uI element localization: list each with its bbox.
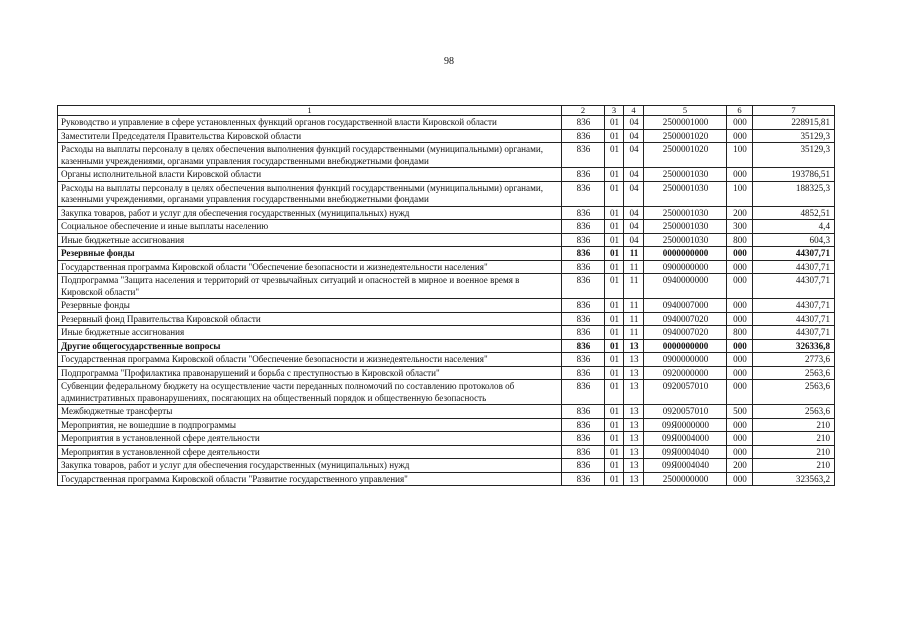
cell-section: 01	[605, 206, 624, 220]
cell-expense-type: 300	[727, 220, 753, 234]
cell-ministry-code: 836	[562, 116, 605, 130]
cell-expense-type: 000	[727, 247, 753, 261]
cell-section: 01	[605, 366, 624, 380]
cell-amount: 228915,81	[753, 116, 835, 130]
cell-subsection: 04	[624, 143, 644, 168]
cell-section: 01	[605, 220, 624, 234]
cell-section: 01	[605, 233, 624, 247]
row-name: Субвенции федеральному бюджету на осуществление части переданных полномочий по составлению протоколов об административных правонарушениях, посягающих на общественный порядок и общественную безопасность	[58, 380, 562, 405]
cell-amount: 2563,6	[753, 405, 835, 419]
cell-target-code: 2500001030	[644, 220, 727, 234]
table-row	[58, 233, 835, 247]
cell-ministry-code: 836	[562, 445, 605, 459]
cell-expense-type: 000	[727, 418, 753, 432]
cell-target-code: 0000000000	[644, 247, 727, 261]
cell-amount: 210	[753, 459, 835, 473]
cell-subsection: 04	[624, 129, 644, 143]
cell-target-code: 2500001030	[644, 206, 727, 220]
cell-section: 01	[605, 312, 624, 326]
cell-amount: 44307,71	[753, 247, 835, 261]
cell-expense-type: 000	[727, 260, 753, 274]
cell-ministry-code: 836	[562, 247, 605, 261]
cell-expense-type: 000	[727, 339, 753, 353]
row-name: Мероприятия в установленной сфере деятельности	[58, 445, 562, 459]
row-name: Государственная программа Кировской области "Обеспечение безопасности и жизнедеятельности населения"	[58, 260, 562, 274]
table-row	[58, 405, 835, 419]
cell-expense-type: 000	[727, 432, 753, 446]
cell-target-code: 09Я0004000	[644, 432, 727, 446]
column-header: 3	[605, 106, 624, 116]
cell-ministry-code: 836	[562, 233, 605, 247]
table-row	[58, 339, 835, 353]
cell-section: 01	[605, 326, 624, 340]
cell-subsection: 13	[624, 353, 644, 367]
cell-subsection: 11	[624, 274, 644, 299]
cell-target-code: 0940007020	[644, 312, 727, 326]
table-row	[58, 353, 835, 367]
cell-target-code: 09Я0000000	[644, 418, 727, 432]
cell-section: 01	[605, 432, 624, 446]
cell-section: 01	[605, 260, 624, 274]
row-name: Мероприятия, не вошедшие в подпрограммы	[58, 418, 562, 432]
cell-amount: 2563,6	[753, 366, 835, 380]
table-row	[58, 274, 835, 299]
cell-target-code: 0900000000	[644, 353, 727, 367]
page-number: 98	[444, 56, 454, 67]
table-row	[58, 312, 835, 326]
cell-expense-type: 000	[727, 299, 753, 313]
cell-subsection: 04	[624, 168, 644, 182]
cell-target-code: 0940000000	[644, 274, 727, 299]
cell-ministry-code: 836	[562, 129, 605, 143]
cell-subsection: 13	[624, 339, 644, 353]
table-row	[58, 260, 835, 274]
row-name: Межбюджетные трансферты	[58, 405, 562, 419]
cell-subsection: 04	[624, 220, 644, 234]
cell-amount: 326336,8	[753, 339, 835, 353]
cell-amount: 4,4	[753, 220, 835, 234]
table-row	[58, 116, 835, 130]
cell-target-code: 0940007000	[644, 299, 727, 313]
row-name: Иные бюджетные ассигнования	[58, 326, 562, 340]
column-header: 6	[727, 106, 753, 116]
cell-target-code: 0900000000	[644, 260, 727, 274]
table-row	[58, 206, 835, 220]
row-name: Расходы на выплаты персоналу в целях обеспечения выполнения функций государственными (муниципальными) органами, казенными учреждениями, органами управления государственными внебюджетными фондами	[58, 181, 562, 206]
table-row	[58, 366, 835, 380]
cell-ministry-code: 836	[562, 418, 605, 432]
cell-ministry-code: 836	[562, 168, 605, 182]
cell-target-code: 0920057010	[644, 380, 727, 405]
table-row	[58, 129, 835, 143]
cell-target-code: 2500001020	[644, 129, 727, 143]
table-row	[58, 143, 835, 168]
row-name: Подпрограмма "Профилактика правонарушений и борьба с преступностью в Кировской области"	[58, 366, 562, 380]
cell-expense-type: 000	[727, 168, 753, 182]
cell-subsection: 11	[624, 312, 644, 326]
cell-section: 01	[605, 380, 624, 405]
row-name: Резервные фонды	[58, 299, 562, 313]
column-header: 7	[753, 106, 835, 116]
table-row	[58, 220, 835, 234]
cell-subsection: 04	[624, 181, 644, 206]
cell-expense-type: 100	[727, 143, 753, 168]
cell-subsection: 11	[624, 247, 644, 261]
cell-amount: 193786,51	[753, 168, 835, 182]
cell-target-code: 2500001030	[644, 168, 727, 182]
cell-subsection: 13	[624, 366, 644, 380]
cell-amount: 188325,3	[753, 181, 835, 206]
row-name: Резервные фонды	[58, 247, 562, 261]
column-header: 5	[644, 106, 727, 116]
cell-ministry-code: 836	[562, 206, 605, 220]
cell-ministry-code: 836	[562, 432, 605, 446]
cell-target-code: 2500000000	[644, 472, 727, 486]
cell-ministry-code: 836	[562, 220, 605, 234]
cell-target-code: 2500001030	[644, 181, 727, 206]
cell-ministry-code: 836	[562, 353, 605, 367]
cell-expense-type: 200	[727, 206, 753, 220]
cell-section: 01	[605, 247, 624, 261]
cell-amount: 2563,6	[753, 380, 835, 405]
cell-amount: 35129,3	[753, 129, 835, 143]
row-name: Социальное обеспечение и иные выплаты населению	[58, 220, 562, 234]
cell-amount: 4852,51	[753, 206, 835, 220]
column-header: 1	[58, 106, 562, 116]
cell-target-code: 2500001000	[644, 116, 727, 130]
cell-section: 01	[605, 472, 624, 486]
cell-subsection: 13	[624, 472, 644, 486]
cell-amount: 210	[753, 445, 835, 459]
cell-ministry-code: 836	[562, 339, 605, 353]
row-name: Иные бюджетные ассигнования	[58, 233, 562, 247]
cell-expense-type: 000	[727, 353, 753, 367]
cell-amount: 604,3	[753, 233, 835, 247]
cell-subsection: 04	[624, 116, 644, 130]
cell-target-code: 2500001020	[644, 143, 727, 168]
cell-section: 01	[605, 129, 624, 143]
cell-section: 01	[605, 181, 624, 206]
cell-target-code: 0940007020	[644, 326, 727, 340]
cell-amount: 44307,71	[753, 326, 835, 340]
cell-expense-type: 100	[727, 181, 753, 206]
cell-amount: 44307,71	[753, 312, 835, 326]
cell-expense-type: 000	[727, 129, 753, 143]
cell-ministry-code: 836	[562, 405, 605, 419]
row-name: Подпрограмма "Защита населения и территорий от чрезвычайных ситуаций и опасностей в мирное и военное время в Кировской области"	[58, 274, 562, 299]
table-row	[58, 181, 835, 206]
cell-subsection: 13	[624, 432, 644, 446]
cell-section: 01	[605, 405, 624, 419]
budget-table	[57, 105, 835, 486]
cell-subsection: 13	[624, 459, 644, 473]
table-row	[58, 459, 835, 473]
cell-subsection: 13	[624, 405, 644, 419]
cell-ministry-code: 836	[562, 366, 605, 380]
cell-amount: 210	[753, 432, 835, 446]
cell-expense-type: 800	[727, 233, 753, 247]
cell-ministry-code: 836	[562, 181, 605, 206]
row-name: Другие общегосударственные вопросы	[58, 339, 562, 353]
cell-subsection: 04	[624, 233, 644, 247]
table-row	[58, 247, 835, 261]
cell-section: 01	[605, 339, 624, 353]
cell-ministry-code: 836	[562, 326, 605, 340]
row-name: Расходы на выплаты персоналу в целях обеспечения выполнения функций государственными (муниципальными) органами, казенными учреждениями, органами управления государственными внебюджетными фондами	[58, 143, 562, 168]
cell-expense-type: 000	[727, 445, 753, 459]
cell-expense-type: 000	[727, 274, 753, 299]
cell-section: 01	[605, 274, 624, 299]
cell-section: 01	[605, 459, 624, 473]
cell-amount: 323563,2	[753, 472, 835, 486]
cell-subsection: 13	[624, 445, 644, 459]
table-row	[58, 432, 835, 446]
row-name: Мероприятия в установленной сфере деятельности	[58, 432, 562, 446]
cell-subsection: 11	[624, 299, 644, 313]
cell-ministry-code: 836	[562, 299, 605, 313]
cell-expense-type: 000	[727, 472, 753, 486]
cell-target-code: 09Я0004040	[644, 445, 727, 459]
cell-expense-type: 000	[727, 380, 753, 405]
cell-section: 01	[605, 116, 624, 130]
cell-amount: 44307,71	[753, 260, 835, 274]
column-header: 4	[624, 106, 644, 116]
row-name: Заместители Председателя Правительства Кировской области	[58, 129, 562, 143]
cell-section: 01	[605, 445, 624, 459]
row-name: Органы исполнительной власти Кировской области	[58, 168, 562, 182]
table-row	[58, 472, 835, 486]
cell-amount: 210	[753, 418, 835, 432]
cell-subsection: 13	[624, 380, 644, 405]
table-row	[58, 418, 835, 432]
table-header-row	[58, 106, 835, 116]
cell-section: 01	[605, 418, 624, 432]
cell-ministry-code: 836	[562, 380, 605, 405]
row-name: Руководство и управление в сфере установленных функций органов государственной власти Кировской области	[58, 116, 562, 130]
row-name: Государственная программа Кировской области "Обеспечение безопасности и жизнедеятельности населения"	[58, 353, 562, 367]
cell-subsection: 11	[624, 326, 644, 340]
table-row	[58, 168, 835, 182]
cell-amount: 2773,6	[753, 353, 835, 367]
cell-expense-type: 800	[727, 326, 753, 340]
cell-subsection: 11	[624, 260, 644, 274]
cell-expense-type: 500	[727, 405, 753, 419]
table-row	[58, 326, 835, 340]
cell-expense-type: 000	[727, 116, 753, 130]
cell-target-code: 0920000000	[644, 366, 727, 380]
cell-expense-type: 200	[727, 459, 753, 473]
row-name: Закупка товаров, работ и услуг для обеспечения государственных (муниципальных) нужд	[58, 459, 562, 473]
cell-ministry-code: 836	[562, 459, 605, 473]
table-row	[58, 380, 835, 405]
cell-expense-type: 000	[727, 366, 753, 380]
cell-ministry-code: 836	[562, 143, 605, 168]
cell-ministry-code: 836	[562, 260, 605, 274]
cell-subsection: 13	[624, 418, 644, 432]
table-row	[58, 299, 835, 313]
cell-expense-type: 000	[727, 312, 753, 326]
cell-section: 01	[605, 299, 624, 313]
row-name: Резервный фонд Правительства Кировской области	[58, 312, 562, 326]
cell-amount: 44307,71	[753, 299, 835, 313]
cell-ministry-code: 836	[562, 472, 605, 486]
cell-section: 01	[605, 168, 624, 182]
cell-section: 01	[605, 143, 624, 168]
cell-section: 01	[605, 353, 624, 367]
cell-target-code: 2500001030	[644, 233, 727, 247]
cell-target-code: 0920057010	[644, 405, 727, 419]
row-name: Государственная программа Кировской области "Развитие государственного управления"	[58, 472, 562, 486]
cell-subsection: 04	[624, 206, 644, 220]
column-header: 2	[562, 106, 605, 116]
cell-ministry-code: 836	[562, 312, 605, 326]
cell-amount: 44307,71	[753, 274, 835, 299]
cell-amount: 35129,3	[753, 143, 835, 168]
cell-target-code: 0000000000	[644, 339, 727, 353]
table-row	[58, 445, 835, 459]
cell-ministry-code: 836	[562, 274, 605, 299]
cell-target-code: 09Я0004040	[644, 459, 727, 473]
row-name: Закупка товаров, работ и услуг для обеспечения государственных (муниципальных) нужд	[58, 206, 562, 220]
